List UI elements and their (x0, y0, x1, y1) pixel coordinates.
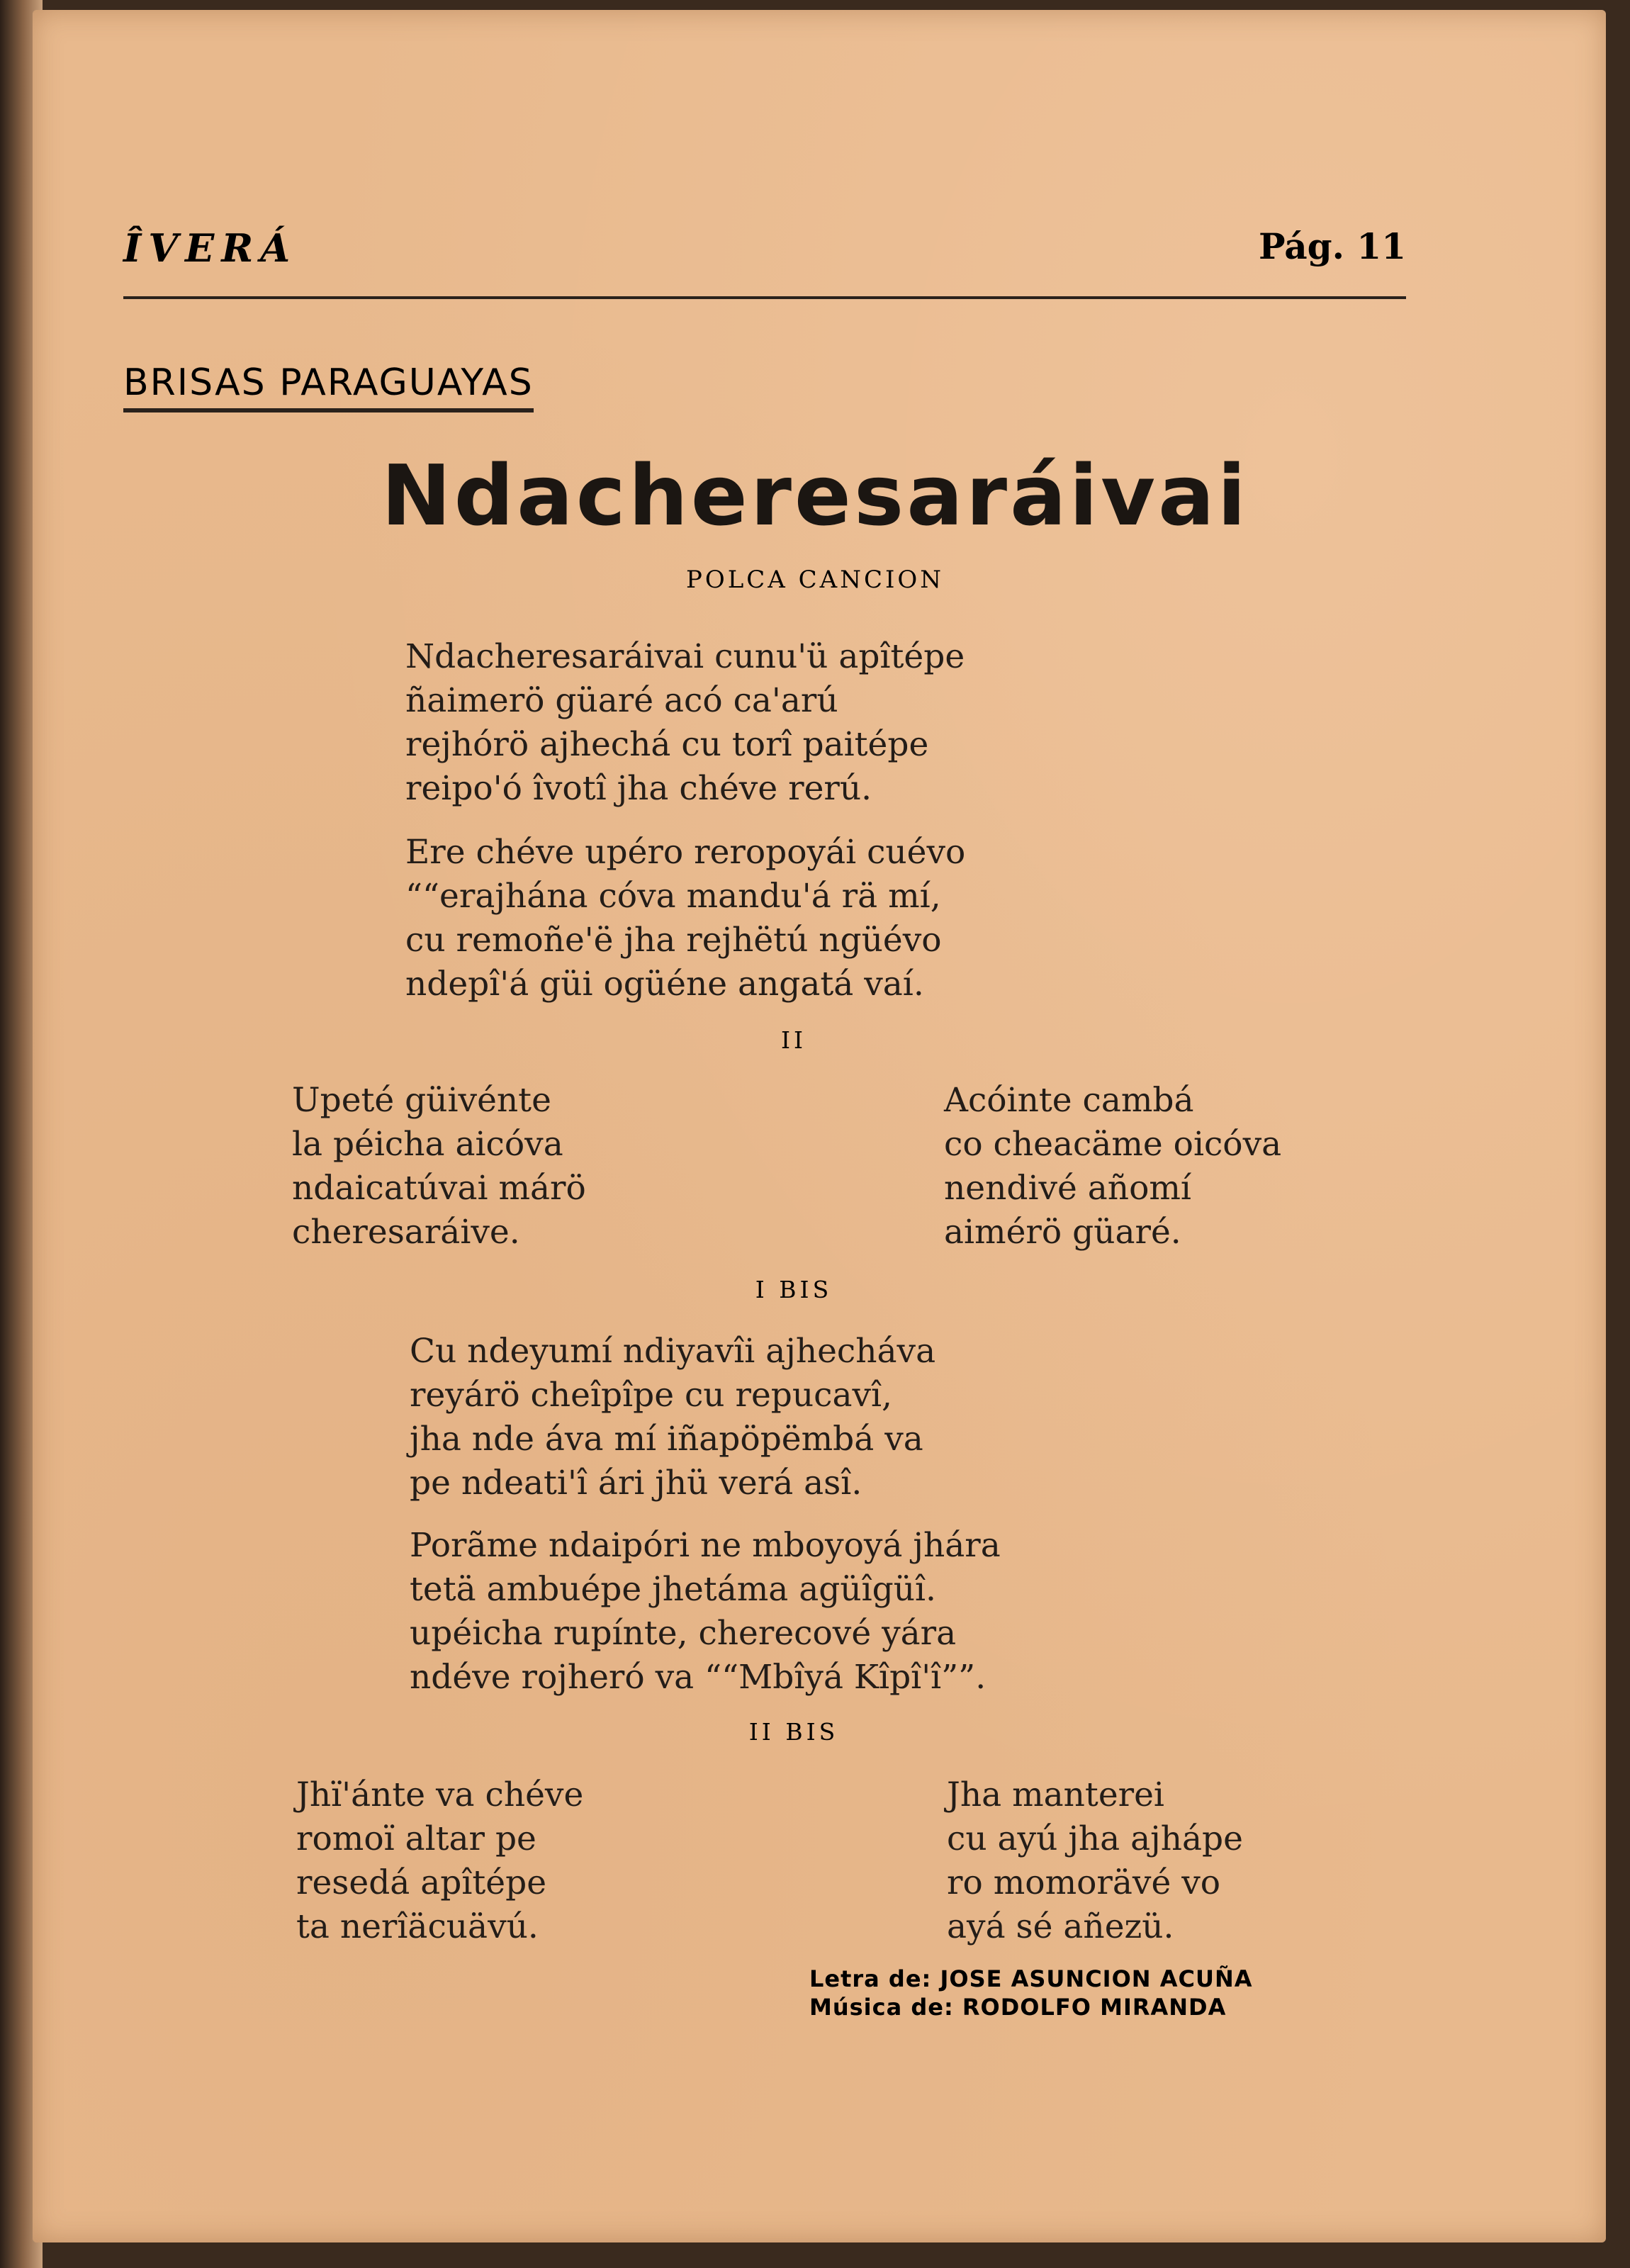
verse-line: Porãme ndaipóri ne mboyoyá jhára (410, 1526, 1001, 1565)
verse-line: reipo'ó îvotî jha chéve rerú. (405, 769, 872, 808)
verse-line: Upeté güivénte (292, 1081, 551, 1120)
verse-line: pe ndeati'î ári jhü verá asî. (410, 1464, 862, 1503)
section-marker-i-bis: I BIS (755, 1276, 833, 1303)
song-title: Ndacheresaráivai (381, 447, 1249, 544)
stanza-i-bis-2 (410, 1524, 1001, 1700)
verse-line: Ere chéve upéro reropoyái cuévo (405, 833, 966, 872)
stanza-ii-bis-right (947, 1773, 1243, 1949)
verse-line: tetä ambuépe jhetáma agüîgüî. (410, 1570, 936, 1609)
page-number: Pág. 11 (1258, 225, 1406, 267)
verse-line: romoï altar pe (296, 1819, 536, 1858)
verse-line: ndaicatúvai márö (292, 1169, 586, 1208)
verse-line: ta nerîäcuävú. (296, 1907, 539, 1946)
verse-line: aimérö güaré. (944, 1213, 1181, 1252)
section-label: BRISAS PARAGUAYAS (123, 361, 534, 412)
verse-line: ayá sé añezü. (947, 1907, 1174, 1946)
verse-line: ro momorävé vo (947, 1863, 1221, 1902)
verse-line: ““erajhána cóva mandu'á rä mí, (405, 877, 941, 916)
page-header (123, 225, 1406, 282)
stanza-2 (405, 831, 965, 1006)
verse-line: Jha manterei (947, 1775, 1164, 1814)
verse-line: cheresaráive. (292, 1213, 520, 1252)
stanza-ii-bis-left (296, 1773, 583, 1949)
verse-line: cu remoñe'ë jha rejhëtú ngüévo (405, 921, 942, 960)
stanza-i-bis-1 (410, 1330, 935, 1505)
book-page (33, 10, 1606, 2242)
verse-line: reyárö cheîpîpe cu repucavî, (410, 1376, 892, 1415)
verse-line: Acóinte cambá (944, 1081, 1194, 1120)
verse-line: jha nde áva mí iñapöpëmbá va (410, 1420, 923, 1459)
verse-line: Cu ndeyumí ndiyavîi ajhecháva (410, 1332, 936, 1371)
credits (809, 1965, 1252, 2021)
verse-line: ndepî'á güi ogüéne angatá vaí. (405, 965, 924, 1004)
section-marker-ii-bis: II BIS (748, 1718, 839, 1746)
verse-line: ñaimerö güaré acó ca'arú (405, 681, 838, 720)
music-credit: Música de: RODOLFO MIRANDA (809, 1994, 1227, 2021)
verse-line: co cheacäme oicóva (944, 1125, 1282, 1164)
verse-line: Jhï'ánte va chéve (296, 1775, 584, 1814)
lyrics-credit: Letra de: JOSE ASUNCION ACUÑA (809, 1965, 1253, 1992)
verse-line: Ndacheresaráivai cunu'ü apîtépe (405, 637, 965, 676)
stanza-ii-left (292, 1079, 586, 1254)
verse-line: upéicha rupínte, cherecové yára (410, 1614, 957, 1653)
stanza-ii-right (944, 1079, 1281, 1254)
song-subtitle: POLCA CANCION (685, 566, 945, 594)
verse-line: resedá apîtépe (296, 1863, 547, 1902)
header-rule (123, 296, 1406, 299)
verse-line: cu ayú jha ajhápe (947, 1819, 1243, 1858)
section-marker-ii: II (780, 1026, 807, 1054)
running-title: ÎVERÁ (123, 225, 298, 271)
verse-line: la péicha aicóva (292, 1125, 563, 1164)
stanza-1 (405, 635, 965, 811)
verse-line: ndéve rojheró va ““Mbîyá Kîpî'î””. (410, 1658, 987, 1697)
verse-line: rejhórö ajhechá cu torî paitépe (405, 725, 929, 764)
verse-line: nendivé añomí (944, 1169, 1191, 1208)
